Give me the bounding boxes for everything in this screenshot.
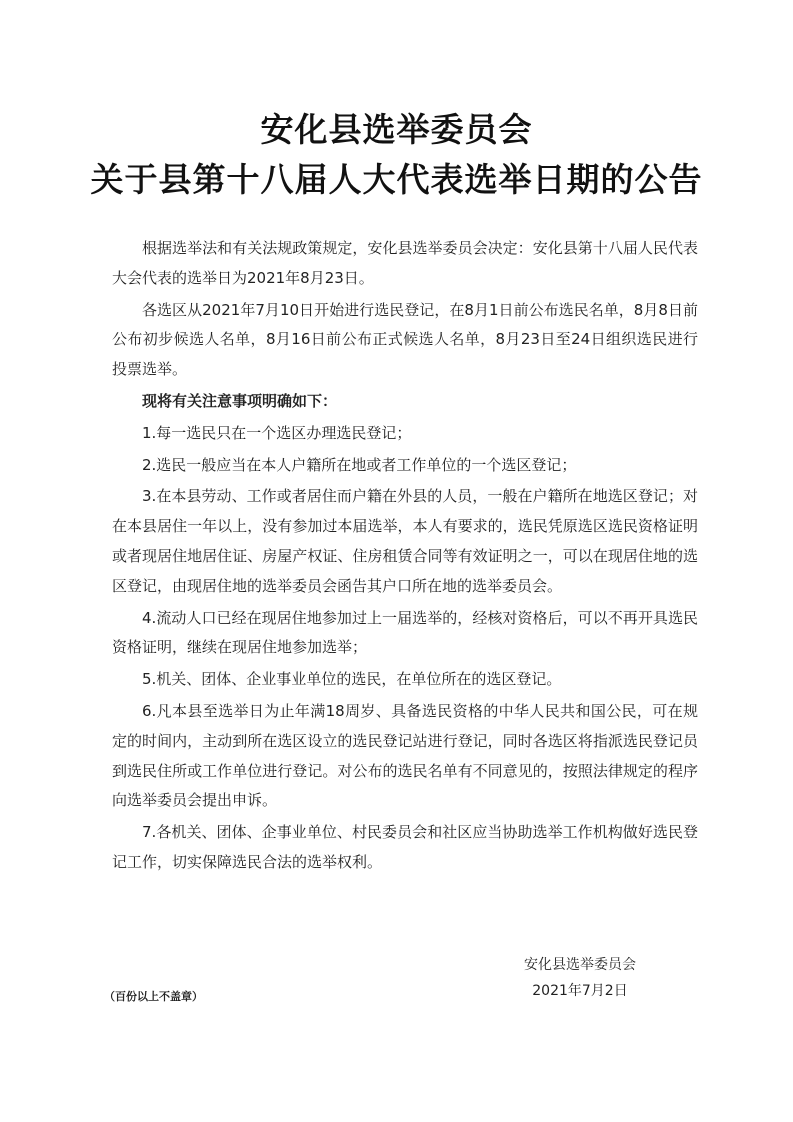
signature-date: 2021年7月2日: [532, 983, 628, 999]
paragraph-item-5: 5.机关、团体、企业事业单位的选民，在单位所在的选区登记。: [142, 670, 562, 689]
paragraph-item-1: 1.每一选民只在一个选区办理选民登记；: [142, 423, 412, 442]
paragraph-notice-heading: 现将有关注意事项明确如下：: [142, 391, 338, 410]
paragraph-item-7: 7.各机关、团体、企事业单位、村民委员会和社区应当协助选举工作机构做好选民登记工作，切实保障选民合法的选举权利。: [112, 823, 698, 871]
paragraph-election-date: 根据选举法和有关法规政策规定，安化县选举委员会决定：安化县第十八届人民代表大会代表的选举日为2021年8月23日。: [112, 239, 698, 287]
document-title-line-2: 关于县第十八届人大代表选举日期的公告: [90, 160, 703, 199]
footnote-no-seal: （百份以上不盖章）: [104, 990, 203, 1003]
paragraph-schedule: 各选区从2021年7月10日开始进行选民登记，在8月1日前公布选民名单，8月8日前公布初步候选人名单，8月16日前公布正式候选人名单，8月23日至24日组织选民进行投票选举。: [112, 300, 698, 379]
paragraph-item-4: 4.流动人口已经在现居住地参加过上一届选举的，经核对资格后，可以不再开具选民资格证明，继续在现居住地参加选举；: [112, 608, 698, 657]
announcement-body: [112, 234, 698, 880]
paragraph-item-3: 3.在本县劳动、工作或者居住而户籍在外县的人员，一般在户籍所在地选区登记；对在本县居住一年以上，没有参加过本届选举，本人有要求的，选民凭原选区选民资格证明或者现居住地居住证、房屋产权证、住房租赁合同等有效证明之一，可以在现居住地的选区登记，由现居住地的选举委员会函告其户口所在地的选举委员会。: [112, 487, 698, 595]
paragraph-item-2: 2.选民一般应当在本人户籍所在地或者工作单位的一个选区登记；: [142, 455, 577, 474]
signature-issuer: 安化县选举委员会: [524, 957, 636, 973]
document-title-line-1: 安化县选举委员会: [260, 110, 533, 149]
paragraph-item-6: 6.凡本县至选举日为止年满18周岁、具备选民资格的中华人民共和国公民，可在规定的时间内，主动到所在选区设立的选民登记站进行登记，同时各选区将指派选民登记员到选民住所或工作单位进行登记。对公布的选民名单有不同意见的，按照法律规定的程序向选举委员会提出申诉。: [112, 701, 698, 810]
signature-block: [490, 952, 670, 1004]
